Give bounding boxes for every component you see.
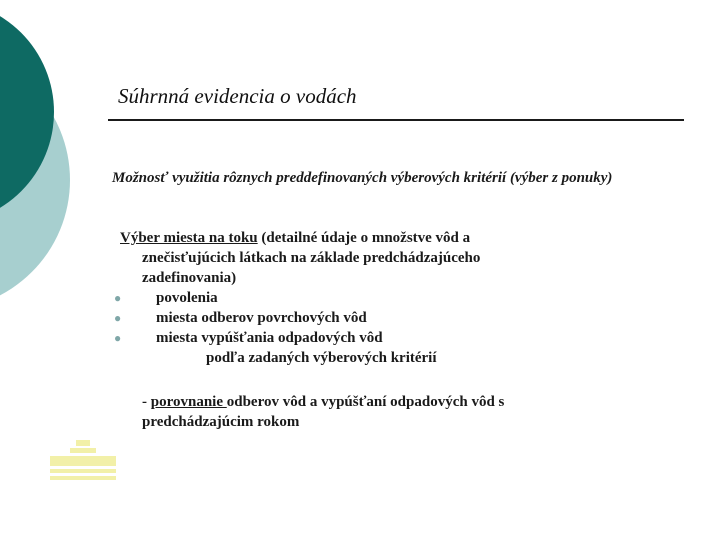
- note-underlined-text: porovnanie: [150, 394, 227, 410]
- title-divider: [108, 119, 684, 121]
- bullet-dot-icon: ●: [114, 331, 122, 345]
- bullet-dot-icon: ●: [114, 291, 122, 305]
- bullet-dot-icon: ●: [114, 311, 122, 325]
- bullet-item: [114, 288, 590, 308]
- lead-rest-text: (detailné údaje o množstve vôd a: [257, 230, 471, 246]
- note-prefix: -: [142, 394, 151, 410]
- bullet-item: [114, 328, 590, 348]
- note-line-2: predchádzajúcim rokom: [142, 414, 300, 430]
- bullet-text: povolenia: [156, 290, 218, 306]
- criteria-line: podľa zadaných výberových kritérií: [206, 350, 437, 366]
- lead-underlined-text: Výber miesta na toku: [120, 230, 258, 246]
- lead-line: [120, 228, 590, 248]
- bullet-text: miesta vypúšťania odpadových vôd: [156, 330, 383, 346]
- logo-icon: [46, 436, 120, 484]
- slide-subtitle: Možnosť využitia rôznych preddefinovaných výberových kritérií (výber z ponuky): [112, 170, 613, 186]
- main-content: [114, 228, 590, 368]
- decorative-circles: [0, 0, 80, 300]
- note-line-1: [142, 392, 612, 412]
- bullet-item: [114, 308, 590, 328]
- slide-title: Súhrnná evidencia o vodách: [118, 84, 357, 108]
- bullet-text: miesta odberov povrchových vôd: [156, 310, 367, 326]
- lead-continuation-2: zadefinovania): [142, 270, 237, 286]
- comparison-note: [142, 392, 612, 432]
- lead-continuation-1: znečisťujúcich látkach na základe predchádzajúceho: [142, 250, 481, 266]
- note-rest-text: odberov vôd a vypúšťaní odpadových vôd s: [226, 394, 505, 410]
